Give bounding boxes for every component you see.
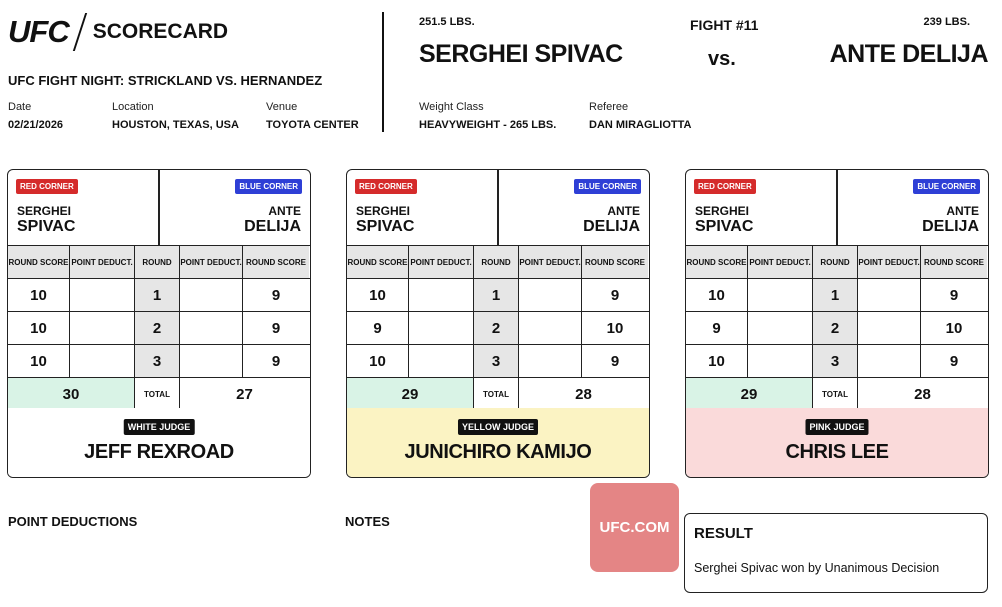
red-corner-fighter: SERGHEI SPIVAC bbox=[356, 204, 415, 235]
col-blue-round-score: ROUND SCORE bbox=[243, 246, 309, 278]
total-label: TOTAL bbox=[474, 378, 519, 410]
col-blue-point-deduct: POINT DEDUCT. bbox=[519, 246, 582, 278]
blue-round-score: 9 bbox=[271, 286, 281, 304]
round-row bbox=[686, 312, 988, 345]
blue-point-deduct bbox=[858, 312, 921, 344]
blue-corner-badge: BLUE CORNER bbox=[235, 179, 302, 194]
venue-value: TOYOTA CENTER bbox=[266, 119, 359, 131]
col-round: ROUND bbox=[474, 246, 519, 278]
col-blue-point-deduct: POINT DEDUCT. bbox=[180, 246, 243, 278]
round-number: 2 bbox=[813, 312, 858, 344]
red-point-deduct bbox=[70, 345, 135, 377]
notes-label: NOTES bbox=[345, 514, 390, 529]
blue-fighter-weight: 239 LBS. bbox=[923, 16, 970, 28]
judge-tag: YELLOW JUDGE bbox=[458, 419, 538, 435]
red-corner-badge: RED CORNER bbox=[694, 179, 756, 194]
score-table-header bbox=[8, 246, 310, 279]
judge-section bbox=[686, 408, 988, 478]
ufc-scorecard-logo bbox=[8, 12, 228, 52]
round-row bbox=[8, 345, 310, 378]
referee-value: DAN MIRAGLIOTTA bbox=[589, 119, 692, 131]
versus-label: vs. bbox=[708, 48, 736, 70]
blue-corner-badge: BLUE CORNER bbox=[913, 179, 980, 194]
col-red-point-deduct: POINT DEDUCT. bbox=[748, 246, 813, 278]
red-round-score: 9 bbox=[347, 312, 409, 344]
blue-point-deduct bbox=[180, 312, 243, 344]
blue-round-score: 9 bbox=[610, 286, 620, 304]
red-point-deduct bbox=[748, 345, 813, 377]
event-name: UFC FIGHT NIGHT: STRICKLAND VS. HERNANDEZ bbox=[8, 73, 323, 88]
judge-name: CHRIS LEE bbox=[785, 441, 889, 463]
red-round-score: 10 bbox=[8, 345, 70, 377]
blue-round-score: 9 bbox=[271, 352, 281, 370]
blue-point-deduct bbox=[519, 312, 582, 344]
venue-label: Venue bbox=[266, 101, 298, 113]
blue-round-score: 9 bbox=[949, 286, 959, 304]
blue-point-deduct bbox=[858, 345, 921, 377]
col-round: ROUND bbox=[813, 246, 858, 278]
col-red-round-score: ROUND SCORE bbox=[686, 246, 748, 278]
judge-scorecard-1 bbox=[7, 169, 311, 478]
red-point-deduct bbox=[409, 312, 474, 344]
total-row bbox=[686, 378, 988, 411]
col-red-point-deduct: POINT DEDUCT. bbox=[409, 246, 474, 278]
red-fighter-weight: 251.5 LBS. bbox=[419, 16, 475, 28]
round-number: 3 bbox=[813, 345, 858, 377]
blue-point-deduct bbox=[858, 279, 921, 311]
blue-round-score: 9 bbox=[949, 352, 959, 370]
corner-header bbox=[347, 170, 649, 246]
judge-scorecard-3 bbox=[685, 169, 989, 478]
logo-divider bbox=[73, 13, 87, 51]
col-blue-round-score: ROUND SCORE bbox=[582, 246, 648, 278]
judge-name: JEFF REXROAD bbox=[84, 441, 234, 463]
score-table-header bbox=[347, 246, 649, 279]
blue-corner-badge: BLUE CORNER bbox=[574, 179, 641, 194]
red-point-deduct bbox=[409, 279, 474, 311]
round-number: 1 bbox=[135, 279, 180, 311]
date-value: 02/21/2026 bbox=[8, 119, 64, 131]
blue-total-score: 27 bbox=[236, 385, 253, 403]
col-blue-point-deduct: POINT DEDUCT. bbox=[858, 246, 921, 278]
result-text: Serghei Spivac won by Unanimous Decision bbox=[694, 561, 940, 575]
red-round-score: 10 bbox=[8, 279, 70, 311]
date-label: Date bbox=[8, 101, 32, 113]
round-row bbox=[347, 345, 649, 378]
red-corner-badge: RED CORNER bbox=[355, 179, 417, 194]
result-title: RESULT bbox=[694, 525, 753, 542]
judge-tag: PINK JUDGE bbox=[805, 419, 868, 435]
blue-total-score: 28 bbox=[914, 385, 931, 403]
ufc-com-badge: UFC.COM bbox=[590, 483, 679, 572]
total-label: TOTAL bbox=[135, 378, 180, 410]
red-round-score: 9 bbox=[686, 312, 748, 344]
result-box bbox=[684, 513, 988, 593]
round-number: 3 bbox=[474, 345, 519, 377]
judge-section bbox=[8, 408, 310, 478]
red-round-score: 10 bbox=[686, 345, 748, 377]
total-label: TOTAL bbox=[813, 378, 858, 410]
scorecard-title: SCORECARD bbox=[92, 20, 229, 43]
red-point-deduct bbox=[409, 345, 474, 377]
round-row bbox=[686, 279, 988, 312]
round-number: 1 bbox=[474, 279, 519, 311]
judge-scorecard-2 bbox=[346, 169, 650, 478]
judge-name: JUNICHIRO KAMIJO bbox=[404, 441, 592, 463]
red-round-score: 10 bbox=[8, 312, 70, 344]
blue-round-score: 9 bbox=[610, 352, 620, 370]
location-value: HOUSTON, TEXAS, USA bbox=[112, 119, 239, 131]
red-round-score: 10 bbox=[347, 345, 409, 377]
round-row bbox=[347, 279, 649, 312]
red-corner-fighter: SERGHEI SPIVAC bbox=[695, 204, 754, 235]
round-row bbox=[8, 312, 310, 345]
round-row bbox=[686, 345, 988, 378]
total-row bbox=[8, 378, 310, 411]
col-red-round-score: ROUND SCORE bbox=[8, 246, 70, 278]
location-label: Location bbox=[112, 101, 154, 113]
blue-fighter-name: ANTE DELIJA bbox=[829, 40, 988, 68]
round-row bbox=[347, 312, 649, 345]
red-fighter-name: SERGHEI SPIVAC bbox=[419, 40, 623, 68]
judge-section bbox=[347, 408, 649, 478]
corner-header bbox=[686, 170, 988, 246]
col-blue-round-score: ROUND SCORE bbox=[921, 246, 987, 278]
corner-header bbox=[8, 170, 310, 246]
referee-label: Referee bbox=[589, 101, 629, 113]
judge-tag: WHITE JUDGE bbox=[124, 419, 195, 435]
red-total-score: 30 bbox=[8, 378, 135, 410]
blue-corner-fighter: ANTE DELIJA bbox=[583, 204, 640, 235]
col-red-point-deduct: POINT DEDUCT. bbox=[70, 246, 135, 278]
round-number: 3 bbox=[135, 345, 180, 377]
red-point-deduct bbox=[748, 279, 813, 311]
weight-class-value: HEAVYWEIGHT - 265 LBS. bbox=[419, 119, 557, 131]
blue-point-deduct bbox=[180, 345, 243, 377]
red-corner-fighter: SERGHEI SPIVAC bbox=[17, 204, 76, 235]
ufc-logo: UFC bbox=[8, 14, 69, 49]
red-corner-badge: RED CORNER bbox=[16, 179, 78, 194]
blue-point-deduct bbox=[519, 279, 582, 311]
fight-number: FIGHT #11 bbox=[690, 17, 759, 33]
blue-corner-fighter: ANTE DELIJA bbox=[922, 204, 979, 235]
round-number: 1 bbox=[813, 279, 858, 311]
blue-point-deduct bbox=[180, 279, 243, 311]
red-point-deduct bbox=[70, 279, 135, 311]
blue-round-score: 10 bbox=[945, 319, 963, 337]
red-round-score: 10 bbox=[686, 279, 748, 311]
red-point-deduct bbox=[748, 312, 813, 344]
round-number: 2 bbox=[474, 312, 519, 344]
point-deductions-label: POINT DEDUCTIONS bbox=[8, 514, 138, 529]
round-row bbox=[8, 279, 310, 312]
score-table-header bbox=[686, 246, 988, 279]
blue-point-deduct bbox=[519, 345, 582, 377]
blue-corner-fighter: ANTE DELIJA bbox=[244, 204, 301, 235]
blue-round-score: 9 bbox=[271, 319, 281, 337]
blue-total-score: 28 bbox=[575, 385, 592, 403]
red-round-score: 10 bbox=[347, 279, 409, 311]
col-round: ROUND bbox=[135, 246, 180, 278]
red-total-score: 29 bbox=[347, 378, 474, 410]
round-number: 2 bbox=[135, 312, 180, 344]
red-total-score: 29 bbox=[686, 378, 813, 410]
header-divider bbox=[382, 12, 384, 132]
col-red-round-score: ROUND SCORE bbox=[347, 246, 409, 278]
weight-class-label: Weight Class bbox=[419, 101, 484, 113]
blue-round-score: 10 bbox=[606, 319, 624, 337]
red-point-deduct bbox=[70, 312, 135, 344]
total-row bbox=[347, 378, 649, 411]
